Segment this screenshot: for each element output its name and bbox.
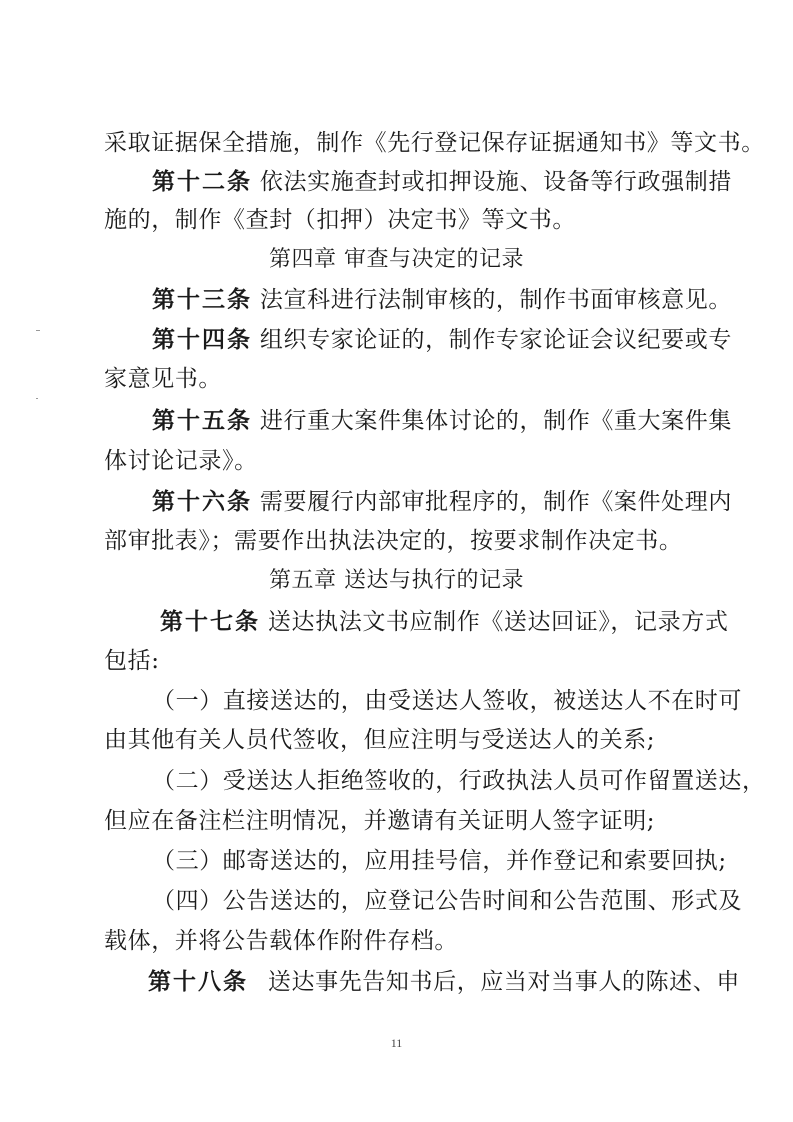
article-line (0, 167, 793, 197)
line-text: 送达事先告知书后，应当对当事人的陈述、申 (267, 969, 740, 995)
line-text: 依法实施查封或扣押设施、设备等行政强制措 (259, 169, 732, 195)
article-line (0, 285, 793, 315)
body-line (0, 926, 793, 956)
line-text: 需要履行内部审批程序的，制作《案件处理内 (259, 489, 732, 515)
line-text: 包括: (104, 648, 160, 674)
scan-mark (36, 398, 38, 399)
line-text: 采取证据保全措施，制作《先行登记保存证据通知书》等文书。 (104, 130, 765, 156)
article-line (0, 967, 793, 997)
body-line (0, 886, 793, 916)
line-text: 进行重大案件集体讨论的，制作《重大案件集 (259, 408, 732, 434)
line-text: （三）邮寄送达的，应用挂号信，并作登记和索要回执; (152, 848, 727, 874)
body-line (0, 686, 793, 716)
body-line (0, 205, 793, 235)
article-line (0, 406, 793, 436)
line-text: 送达执法文书应制作《送达回证》，记录方式 (267, 609, 729, 635)
line-text: 部审批表》；需要作出执法决定的，按要求制作决定书。 (104, 528, 683, 554)
article-number: 第十八条 (148, 969, 248, 995)
scan-mark (36, 330, 40, 331)
body-line (0, 725, 793, 755)
line-text: 组织专家论证的，制作专家论证会议纪要或专 (259, 327, 732, 353)
line-text: （一）直接送达的，由受送达人签收，被送达人不在时可 (152, 688, 742, 714)
body-line (0, 364, 793, 394)
line-text: 家意见书。 (104, 366, 222, 392)
body-line (0, 846, 793, 876)
article-number: 第十二条 (152, 169, 252, 195)
chapter-heading: 第五章 送达与执行的记录 (269, 568, 524, 593)
body-line (0, 766, 793, 796)
line-text: （二）受送达人拒绝签收的，行政执法人员可作留置送达， (152, 768, 766, 794)
article-line (0, 487, 793, 517)
line-text: 体讨论记录》。 (104, 448, 258, 474)
article-line (0, 325, 793, 355)
body-line (0, 446, 793, 476)
body-line (0, 806, 793, 836)
article-number: 第十七条 (160, 609, 260, 635)
line-text: 施的，制作《查封（扣押）决定书》等文书。 (104, 207, 576, 233)
article-number: 第十六条 (152, 489, 252, 515)
body-line (0, 526, 793, 556)
page-number: 11 (390, 1036, 403, 1050)
body-line (0, 128, 793, 158)
article-number: 第十五条 (152, 408, 252, 434)
chapter-heading: 第四章 审查与决定的记录 (269, 247, 524, 272)
article-line (0, 607, 793, 637)
line-text: 但应在备注栏注明情况，并邀请有关证明人签字证明; (104, 808, 656, 834)
article-number: 第十三条 (152, 287, 252, 313)
line-text: （四）公告送达的，应登记公告时间和公告范围、形式及 (152, 888, 742, 914)
article-number: 第十四条 (152, 327, 252, 353)
line-text: 载体，并将公告载体作附件存档。 (104, 928, 458, 954)
line-text: 由其他有关人员代签收，但应注明与受送达人的关系; (104, 727, 656, 753)
line-text: 法宣科进行法制审核的，制作书面审核意见。 (259, 287, 732, 313)
body-line (0, 646, 793, 676)
